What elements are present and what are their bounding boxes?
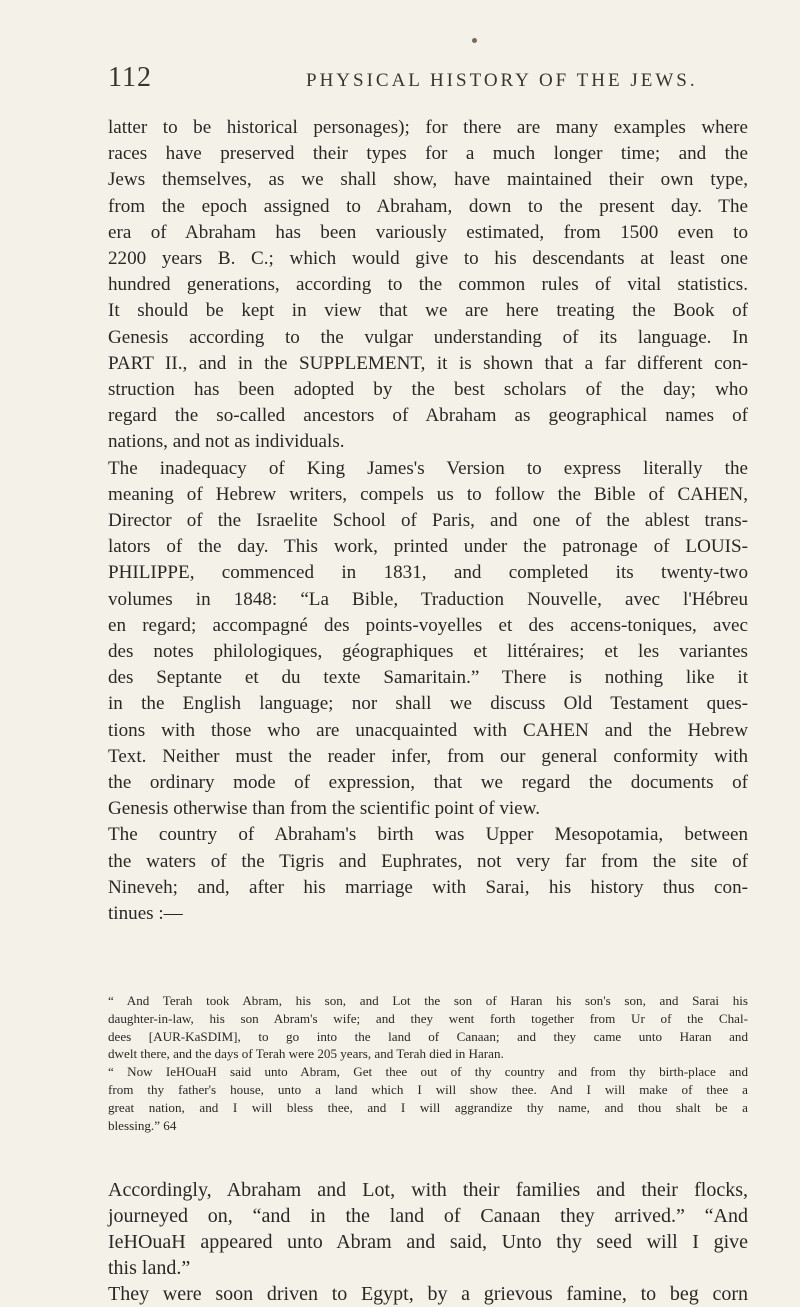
quote-line: dees [AUR-KaSDIM], to go into the land of Canaan; and they came unto Haran and [108,1028,748,1044]
text-line: latter to be historical personages); for there are many examples where [108,117,748,138]
text-line: Director of the Israelite School of Paris, and one of the ablest trans- [108,510,748,532]
text-line: regard the so-called ancestors of Abraham as geographical names of [108,405,748,427]
text-line: The country of Abraham's birth was Upper Mesopotamia, between [108,824,748,846]
text-line: The inadequacy of King James's Version to express literally the [108,457,748,479]
quote-line: blessing.” 64 [108,1117,177,1133]
quote-line: “ And Terah took Abram, his son, and Lot the son of Haran his son's son, and Sarai his [108,993,748,1008]
page-number: 112 [108,62,152,93]
quote-line: “ Now IeHOuaH said unto Abram, Get thee out of thy country and from thy birth-place and [108,1064,748,1080]
text-line: tions with those who are unacquainted with CAHEN and the Hebrew [108,719,748,741]
text-line: in the English language; nor shall we discuss Old Testament ques- [108,693,748,715]
body-text [108,115,748,927]
text-line: volumes in 1848: “La Bible, Traduction Nouvelle, avec l'Hébreu [108,588,748,610]
page-header [108,62,748,102]
text-line: PART II., and in the SUPPLEMENT, it is shown that a far different con- [108,352,748,374]
text-line: Accordingly, Abraham and Lot, with their families and their flocks, [108,1179,748,1201]
text-line: Text. Neither must the reader infer, from our general conformity with [108,745,748,767]
text-line: They were soon driven to Egypt, by a grievous famine, to beg corn [108,1283,748,1305]
continuation-text [108,1177,748,1307]
text-line: meaning of Hebrew writers, compels us to follow the Bible of CAHEN, [108,483,748,505]
text-line: from the epoch assigned to Abraham, down to the present day. The [108,195,748,217]
text-line: tinues :— [108,903,183,925]
text-line: It should be kept in view that we are here treating the Book of [108,300,748,322]
text-line: journeyed on, “and in the land of Canaan they arrived.” “And [108,1205,748,1227]
text-line: Genesis according to the vulgar understanding of its language. In [108,326,748,348]
text-line: races have preserved their types for a much longer time; and the [108,143,748,165]
text-line: Jews themselves, as we shall show, have maintained their own type, [108,169,748,191]
text-line: hundred generations, according to the common rules of vital statistics. [108,274,748,296]
text-line: des Septante et du texte Samaritain.” There is nothing like it [108,667,748,689]
text-line: nations, and not as individuals. [108,431,345,453]
text-line: en regard; accompagné des points-voyelles et des accens-toniques, avec [108,614,748,636]
text-line: Genesis otherwise than from the scientific point of view. [108,798,540,820]
text-line: Nineveh; and, after his marriage with Sarai, his history thus con- [108,876,748,898]
scripture-quote [108,992,748,1134]
quote-line: dwelt there, and the days of Terah were 205 years, and Terah died in Haran. [108,1046,504,1062]
quote-line: great nation, and I will bless thee, and I will aggrandize thy name, and thou shalt be a [108,1099,748,1115]
text-line: era of Abraham has been variously estimated, from 1500 even to [108,221,748,243]
text-line: 2200 years B. C.; which would give to his descendants at least one [108,248,748,270]
text-line: this land.” [108,1257,191,1279]
text-line: PHILIPPE, commenced in 1831, and completed its twenty-two [108,562,748,584]
running-title: PHYSICAL HISTORY OF THE JEWS. [306,70,698,91]
text-line: struction has been adopted by the best scholars of the day; who [108,379,748,401]
text-line: lators of the day. This work, printed under the patronage of LOUIS- [108,536,748,558]
text-line: the waters of the Tigris and Euphrates, not very far from the site of [108,850,748,872]
quote-line: daughter-in-law, his son Abram's wife; and they went forth together from Ur of the Chal- [108,1010,748,1026]
text-line: the ordinary mode of expression, that we regard the documents of [108,772,748,794]
text-line: IeHOuaH appeared unto Abram and said, Unto thy seed will I give [108,1231,748,1253]
quote-line: from thy father's house, unto a land which I will show thee. And I will make of thee a [108,1081,748,1097]
ink-speck [472,38,477,43]
text-line: des notes philologiques, géographiques et littéraires; et les variantes [108,641,748,663]
